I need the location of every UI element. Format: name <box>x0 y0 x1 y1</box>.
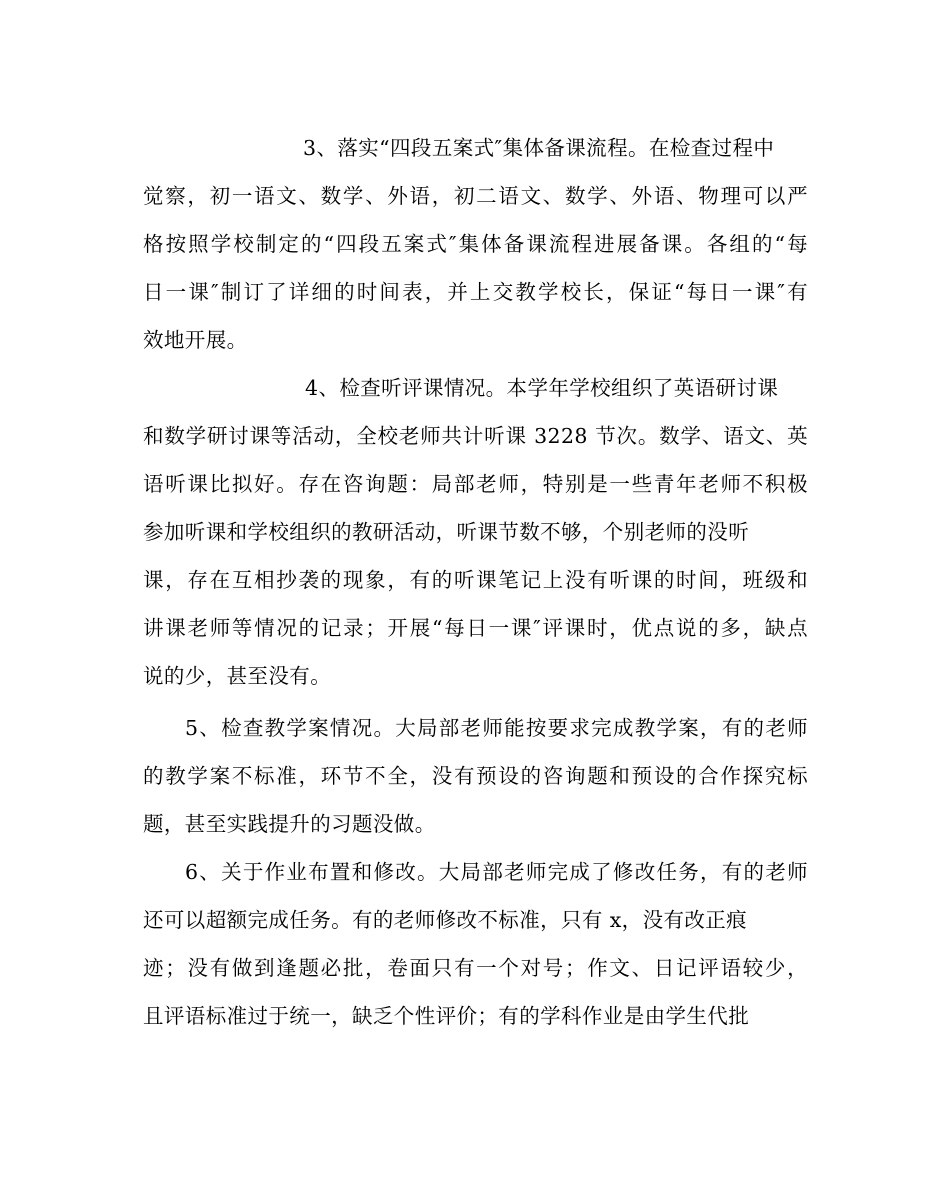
paragraph-line: 参加听课和学校组织的教研活动，听课节数不够，个别老师的没听 <box>143 520 750 544</box>
paragraph-line: 说的少，甚至没有。 <box>143 664 332 688</box>
paragraph-line: 的教学案不标准，环节不全，没有预设的咨询题和预设的合作探究标 <box>143 764 808 788</box>
paragraph-line: 且评语标准过于统一，缺乏个性评价；有的学科作业是由学生代批 <box>143 1004 750 1028</box>
paragraph-line: 6、关于作业布置和修改。大局部老师完成了修改任务，有的老师 <box>185 860 808 884</box>
paragraph-line: 迹；没有做到逢题必批，卷面只有一个对号；作文、日记评语较少， <box>143 956 808 980</box>
paragraph-line: 日一课″制订了详细的时间表，并上交教学校长，保证“每日一课″有 <box>143 280 808 304</box>
paragraph-line: 3、落实“四段五案式″集体备课流程。在检查过程中 <box>303 136 775 160</box>
paragraph-line: 4、检查听评课情况。本学年学校组织了英语研讨课 <box>305 376 779 400</box>
paragraph-line: 觉察，初一语文、数学、外语，初二语文、数学、外语、物理可以严 <box>143 184 808 208</box>
paragraph-line: 题，甚至实践提升的习题没做。 <box>143 812 436 836</box>
paragraph-line: 语听课比拟好。存在咨询题：局部老师，特别是一些青年老师不积极 <box>143 472 808 496</box>
paragraph-line: 课，存在互相抄袭的现象，有的听课笔记上没有听课的时间，班级和 <box>143 568 808 592</box>
paragraph-line: 还可以超额完成任务。有的老师修改不标准，只有 x，没有改正痕 <box>143 908 748 932</box>
paragraph-line: 格按照学校制定的“四段五案式″集体备课流程进展备课。各组的“每 <box>143 232 808 256</box>
paragraph-line: 效地开展。 <box>143 328 248 352</box>
paragraph-line: 讲课老师等情况的记录；开展“每日一课″评课时，优点说的多，缺点 <box>143 616 808 640</box>
paragraph-line: 和数学研讨课等活动，全校老师共计听课 3228 节次。数学、语文、英 <box>143 424 808 448</box>
paragraph-line: 5、检查教学案情况。大局部老师能按要求完成教学案，有的老师 <box>185 716 808 740</box>
